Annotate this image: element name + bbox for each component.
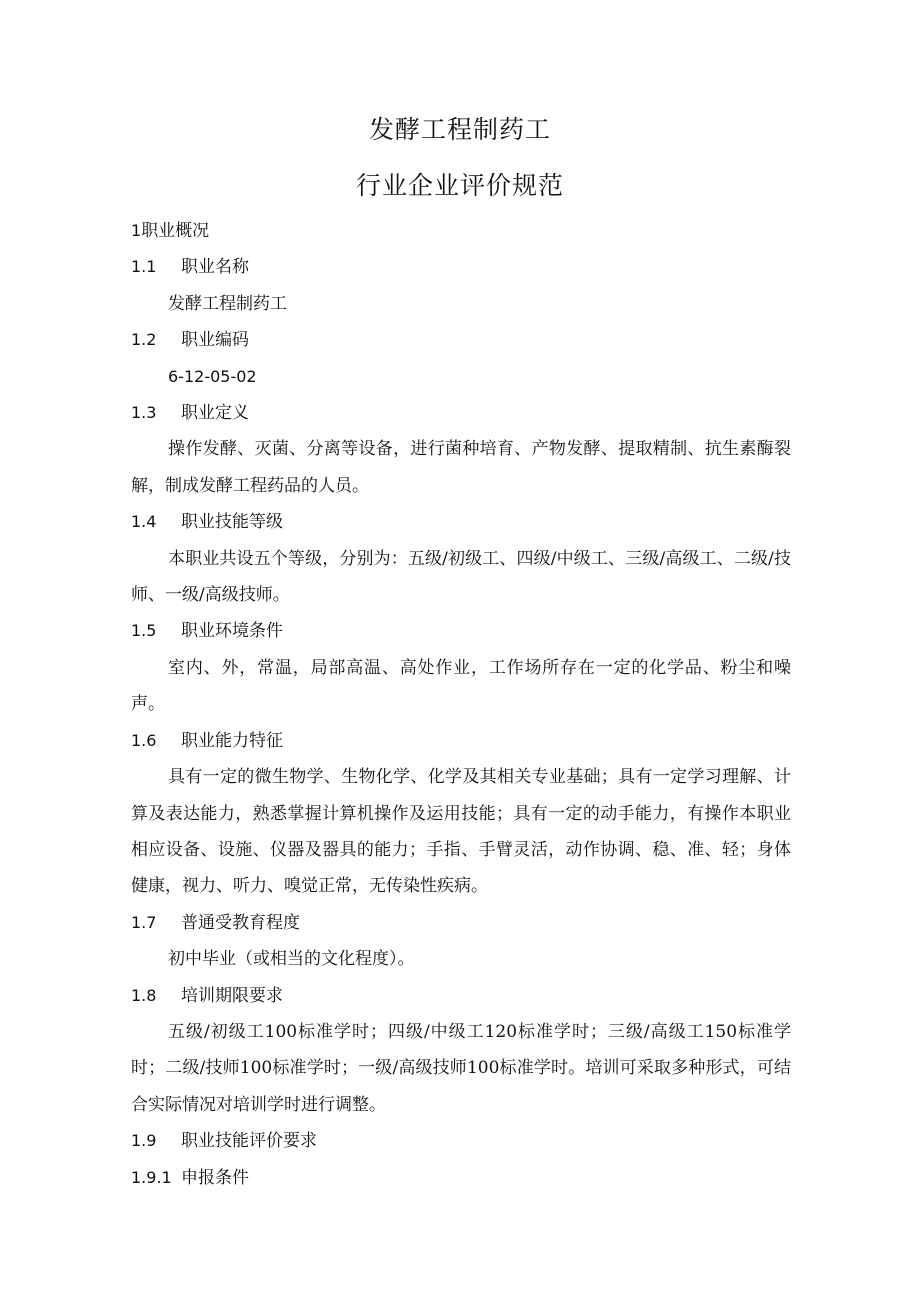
section-1-heading	[131, 213, 791, 249]
section-1-4-body: 本职业共设五个等级，分别为：五级/初级工、四级/中级工、三级/高级工、二级/技师、一级/高级技师。	[131, 548, 791, 606]
section-title: 职业技能评价要求	[181, 1131, 317, 1152]
section-1-1-body: 发酵工程制药工	[168, 293, 287, 314]
section-number: 1.4	[131, 512, 157, 532]
section-1-2-body: 6-12-05-02	[168, 366, 257, 386]
section-1-1-heading	[131, 249, 791, 285]
section-number: 1.8	[131, 985, 157, 1005]
section-1-8-body: 五级/初级工100标准学时；四级/中级工120标准学时；三级/高级工150标准学时；二级/技师100标准学时；一级/高级技师100标准学时。培训可采取多种形式，可结合实际情况对培训学时进行调整。	[131, 1021, 791, 1115]
section-1-9-heading	[131, 1123, 791, 1159]
document-title-line-2: 行业企业评价规范	[355, 171, 564, 200]
section-title: 职业编码	[181, 330, 249, 351]
section-number: 1.9.1	[131, 1167, 172, 1187]
document-body	[131, 213, 791, 1196]
section-1-3-body: 操作发酵、灭菌、分离等设备，进行菌种培育、产物发酵、提取精制、抗生素酶裂解，制成发酵工程药品的人员。	[131, 439, 791, 496]
document-title-line-1: 发酵工程制药工	[368, 115, 551, 144]
section-1-5-heading	[131, 613, 791, 649]
section-number: 1.9	[131, 1131, 157, 1151]
section-number: 1	[131, 221, 142, 240]
section-number: 1.5	[131, 621, 157, 641]
section-1-3-heading	[131, 395, 791, 431]
section-title: 培训期限要求	[181, 985, 283, 1006]
section-title: 职业名称	[181, 257, 249, 278]
section-title: 职业环境条件	[181, 621, 283, 642]
section-1-6-heading	[131, 723, 791, 759]
section-1-7-body: 初中毕业（或相当的文化程度）。	[168, 949, 415, 970]
section-title: 申报条件	[181, 1167, 249, 1188]
section-number: 1.6	[131, 730, 157, 750]
section-number: 1.2	[131, 330, 157, 350]
section-number: 1.7	[131, 912, 157, 932]
section-1-2-heading	[131, 322, 791, 358]
section-1-8-heading	[131, 978, 791, 1014]
section-number: 1.3	[131, 403, 157, 423]
section-1-5-body: 室内、外，常温，局部高温、高处作业，工作场所存在一定的化学品、粉尘和噪声。	[131, 657, 791, 715]
section-title: 职业概况	[141, 221, 210, 241]
section-1-9-1-heading	[131, 1160, 791, 1196]
section-title: 职业定义	[181, 403, 249, 424]
section-1-7-heading	[131, 905, 791, 941]
section-1-6-body: 具有一定的微生物学、生物化学、化学及其相关专业基础；具有一定学习理解、计算及表达能力，熟悉掌握计算机操作及运用技能；具有一定的动手能力，有操作本职业相应设备、设施、仪器及器具的能力；手指、手臂灵活，动作协调、稳、准、轻；身体健康，视力、听力、嗅觉正常，无传染性疾病。	[131, 767, 791, 897]
section-title: 普通受教育程度	[181, 912, 300, 933]
section-1-4-heading	[131, 504, 791, 540]
section-title: 职业能力特征	[181, 730, 283, 751]
section-title: 职业技能等级	[181, 512, 283, 533]
section-number: 1.1	[131, 257, 157, 277]
